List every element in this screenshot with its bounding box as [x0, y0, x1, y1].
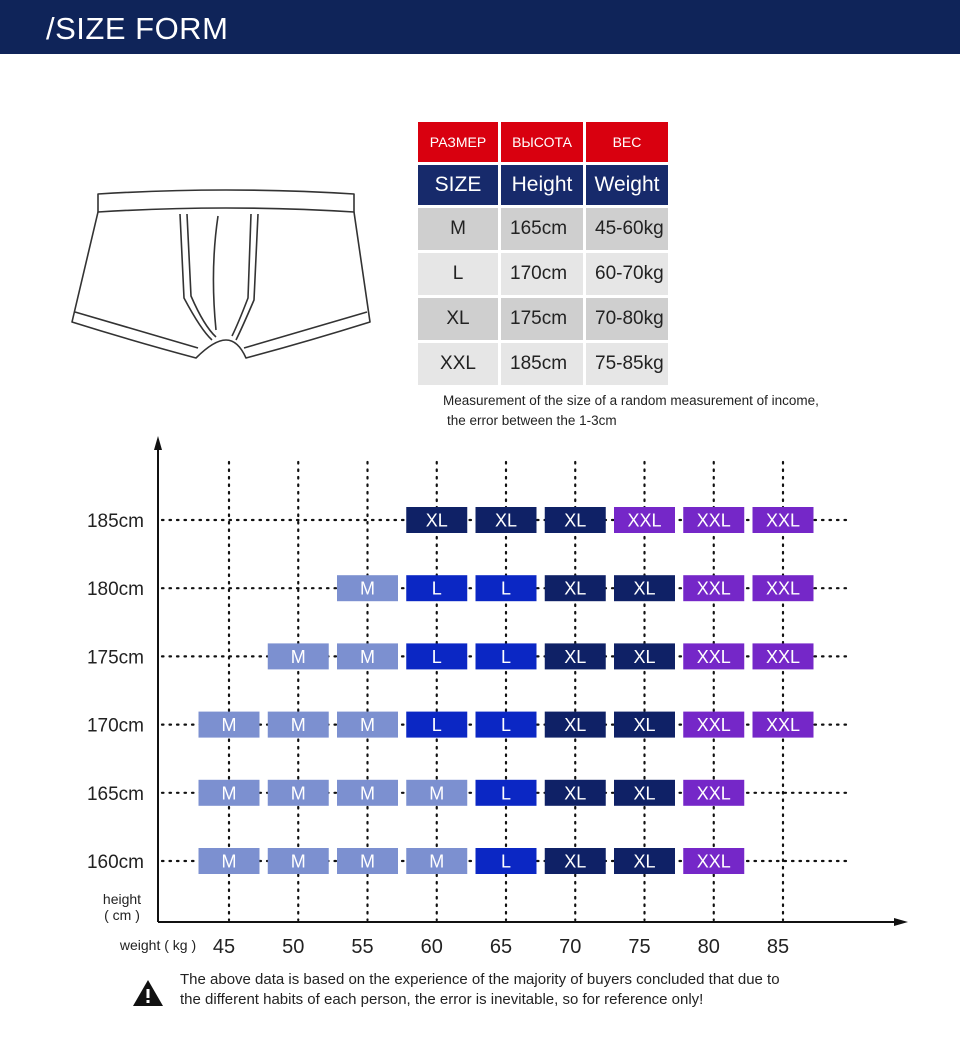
size-cell-label: L — [500, 851, 512, 872]
table-cell-size: M — [418, 208, 498, 250]
disclaimer-line: The above data is based on the experience of the majority of buyers concluded that due to — [180, 971, 780, 988]
size-cell-label: XXL — [696, 783, 731, 804]
size-cell-label: XXL — [627, 510, 662, 531]
table-cell-size: XXL — [418, 343, 498, 385]
x-tick-label: 50 — [282, 936, 305, 958]
size-cell-label: XXL — [696, 715, 731, 736]
size-cell-label: XXL — [696, 578, 731, 599]
y-axis-label: ( cm ) — [104, 907, 140, 923]
x-tick-label: 60 — [420, 936, 443, 958]
size-cell-label: XL — [425, 510, 448, 531]
warning-icon — [131, 978, 165, 1008]
size-cell-label: M — [360, 578, 375, 599]
size-cell-label: L — [431, 578, 442, 599]
size-cell-label: M — [360, 851, 375, 872]
size-cell-label: M — [290, 851, 306, 872]
y-tick-label: 165cm — [86, 783, 144, 805]
disclaimer-note — [180, 970, 780, 1010]
size-cell-label: XXL — [696, 510, 731, 531]
size-cell-label: XL — [564, 783, 587, 804]
size-cell-label: XXL — [696, 646, 731, 667]
size-cell-label: XL — [633, 715, 656, 736]
size-cell-label: XXL — [696, 851, 731, 872]
size-cell-label: XL — [494, 510, 518, 531]
size-cell-label: L — [500, 783, 512, 804]
table-note-line: the error between the 1-3cm — [447, 413, 617, 428]
x-tick-label: 55 — [351, 936, 374, 958]
table-header-size: SIZE — [418, 165, 498, 205]
disclaimer-line: the different habits of each person, the error is inevitable, so for reference only! — [180, 991, 704, 1008]
y-tick-label: 170cm — [86, 715, 144, 737]
table-cell-height: 175cm — [501, 298, 583, 340]
y-tick-label: 180cm — [86, 579, 144, 601]
size-cell-label: L — [431, 715, 442, 736]
size-cell-label: XL — [633, 646, 656, 667]
size-cell-label: XL — [633, 783, 656, 804]
x-tick-label: 45 — [212, 936, 236, 958]
size-cell-label: L — [500, 715, 512, 736]
table-cell-height: 185cm — [501, 343, 583, 385]
x-tick-label: 80 — [697, 936, 720, 958]
size-cell-label: XXL — [765, 715, 801, 736]
size-cell-label: M — [290, 646, 306, 667]
size-cell-label: L — [431, 646, 442, 667]
size-cell-label: M — [221, 715, 237, 736]
table-cell-weight: 60-70kg — [586, 253, 668, 295]
size-cell-label: XXL — [765, 646, 801, 667]
x-axis-label: weight ( kg ) — [119, 937, 197, 953]
x-tick-label: 75 — [628, 936, 651, 958]
table-header-weight: Weight — [586, 165, 668, 205]
size-cell-label: XL — [564, 646, 587, 667]
size-cell-label: XL — [564, 715, 587, 736]
size-cell-label: XXL — [765, 578, 801, 599]
size-cell-label: M — [360, 646, 375, 667]
x-tick-label: 85 — [766, 936, 790, 958]
x-tick-label: 65 — [489, 936, 513, 958]
size-cell-label: M — [290, 715, 306, 736]
size-cell-label: XL — [633, 578, 656, 599]
size-cell-label: M — [429, 851, 445, 872]
table-cell-weight: 70-80kg — [586, 298, 668, 340]
size-cell-label: M — [221, 851, 237, 872]
size-cell-label: M — [290, 783, 306, 804]
table-header-ru-weight: ВЕС — [586, 122, 668, 162]
y-tick-label: 160cm — [86, 852, 144, 873]
page-title: /SIZE FORM — [46, 11, 229, 46]
y-tick-label: 185cm — [86, 511, 144, 532]
table-cell-weight: 75-85kg — [586, 343, 668, 385]
table-cell-size: L — [418, 253, 498, 295]
size-cell-label: M — [360, 715, 375, 736]
size-cell-label: L — [500, 646, 512, 667]
size-cell-label: XL — [564, 578, 587, 599]
size-cell-label: XL — [564, 510, 587, 531]
size-cell-label: XL — [633, 851, 656, 872]
size-cell-label: M — [360, 783, 375, 804]
table-cell-height: 165cm — [501, 208, 583, 250]
x-axis-arrow-icon — [894, 918, 908, 926]
size-cell-label: M — [429, 783, 445, 804]
table-header-height: Height — [501, 165, 583, 205]
y-axis-label: height — [102, 891, 142, 907]
size-cell-label: XL — [564, 851, 587, 872]
y-axis-arrow-icon — [154, 436, 162, 450]
table-cell-height: 170cm — [501, 253, 583, 295]
table-header-ru-size: РАЗМЕР — [418, 122, 498, 162]
size-cell-label: M — [221, 783, 237, 804]
table-note-line: Measurement of the size of a random measurement of income, — [443, 393, 819, 408]
x-tick-label: 70 — [559, 936, 582, 958]
table-cell-size: XL — [418, 298, 498, 340]
table-header-ru-height: ВЫСОТА — [501, 122, 583, 162]
size-cell-label: L — [500, 578, 512, 599]
table-cell-weight: 45-60kg — [586, 208, 668, 250]
y-tick-label: 175cm — [86, 647, 144, 669]
size-cell-label: XXL — [765, 510, 801, 531]
